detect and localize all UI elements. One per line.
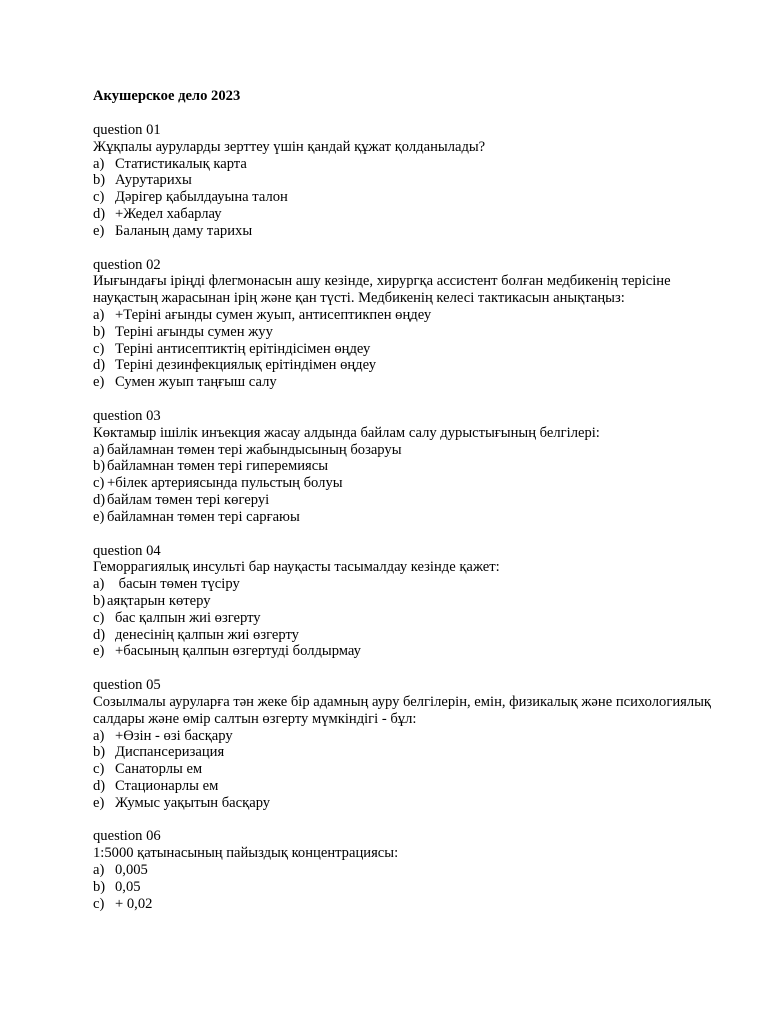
option-letter: a) bbox=[93, 441, 105, 458]
option-item bbox=[93, 156, 713, 173]
option-letter: e) bbox=[93, 643, 105, 660]
option-item bbox=[93, 307, 713, 324]
option-item bbox=[93, 374, 713, 391]
option-item bbox=[93, 795, 713, 812]
option-text: 0,05 bbox=[115, 878, 141, 895]
option-item bbox=[93, 610, 713, 627]
option-text: Теріні ағынды сумен жуу bbox=[115, 323, 273, 340]
question-block-06 bbox=[93, 828, 713, 912]
options-list bbox=[93, 576, 713, 660]
option-text: аяқтарын көтеру bbox=[107, 592, 211, 609]
option-letter: e) bbox=[93, 374, 105, 391]
option-text: Теріні дезинфекциялық ерітіндімен өңдеу bbox=[115, 357, 377, 374]
question-block-05 bbox=[93, 677, 713, 811]
option-text: Статистикалық карта bbox=[115, 155, 247, 172]
option-letter: e) bbox=[93, 222, 105, 239]
option-letter: a) bbox=[93, 306, 105, 323]
option-text: +Теріні ағынды сумен жуып, антисептикпен өңдеу bbox=[115, 306, 432, 323]
option-letter: c) bbox=[93, 761, 105, 778]
option-text: +Өзін - өзі басқару bbox=[115, 727, 233, 744]
option-letter: e) bbox=[93, 794, 105, 811]
option-text: Дәрігер қабылдауына талон bbox=[115, 189, 288, 206]
option-text: Санаторлы ем bbox=[115, 761, 203, 778]
option-letter: c) bbox=[93, 189, 105, 206]
option-letter: d) bbox=[93, 626, 106, 643]
option-text: денесінің қалпын жиі өзгерту bbox=[115, 626, 299, 643]
option-letter: e) bbox=[93, 508, 105, 525]
option-text: байламнан төмен тері жабындысының бозаруы bbox=[107, 441, 402, 458]
option-letter: b) bbox=[93, 323, 106, 340]
question-text: Жұқпалы ауруларды зерттеу үшін қандай құжат қолданылады? bbox=[93, 138, 486, 155]
options-list bbox=[93, 862, 713, 912]
option-letter: a) bbox=[93, 862, 105, 879]
option-text: басын төмен түсіру bbox=[115, 576, 240, 593]
option-text: +басының қалпын өзгертуді болдырмау bbox=[115, 643, 361, 660]
option-text: 0,005 bbox=[115, 862, 148, 879]
question-label: question 06 bbox=[93, 828, 161, 845]
option-letter: c) bbox=[93, 609, 105, 626]
option-item bbox=[93, 862, 713, 879]
option-text: байламнан төмен тері гиперемиясы bbox=[107, 458, 329, 475]
question-block-03 bbox=[93, 408, 713, 526]
option-item bbox=[93, 442, 713, 459]
option-item bbox=[93, 627, 713, 644]
option-item bbox=[93, 728, 713, 745]
option-item bbox=[93, 189, 713, 206]
option-letter: d) bbox=[93, 357, 106, 374]
option-letter: a) bbox=[93, 576, 105, 593]
option-letter: b) bbox=[93, 744, 106, 761]
option-item bbox=[93, 475, 713, 492]
option-text: + 0,02 bbox=[115, 895, 153, 912]
option-text: Аурутарихы bbox=[115, 172, 192, 189]
options-list bbox=[93, 156, 713, 240]
option-item bbox=[93, 761, 713, 778]
option-text: Баланың даму тарихы bbox=[115, 222, 253, 239]
option-item bbox=[93, 879, 713, 896]
option-letter: b) bbox=[93, 458, 106, 475]
option-text: байламнан төмен тері сарғаюы bbox=[107, 508, 300, 525]
option-letter: c) bbox=[93, 475, 105, 492]
option-item bbox=[93, 509, 713, 526]
option-letter: c) bbox=[93, 895, 105, 912]
option-letter: b) bbox=[93, 172, 106, 189]
question-block-01 bbox=[93, 122, 713, 240]
option-letter: b) bbox=[93, 878, 106, 895]
question-text: 1:5000 қатынасының пайыздық концентрациясы: bbox=[93, 845, 399, 862]
option-letter: d) bbox=[93, 777, 106, 794]
option-letter: d) bbox=[93, 205, 106, 222]
question-label: question 05 bbox=[93, 677, 161, 694]
question-block-02 bbox=[93, 257, 713, 391]
question-text: Иығындағы іріңді флегмонасын ашу кезінде, хирургқа ассистент болған медбикенің терісіне науқастың жарасынан ірің және қан түсті. Медбикенің келесі тактикасын анықтаңыз: bbox=[93, 273, 671, 307]
question-text: Геморрагиялық инсульті бар науқасты тасымалдау кезінде қажет: bbox=[93, 559, 500, 576]
question-label: question 04 bbox=[93, 542, 161, 559]
option-text: +білек артериясында пульстың болуы bbox=[107, 475, 343, 492]
option-item bbox=[93, 643, 713, 660]
option-item bbox=[93, 492, 713, 509]
option-text: Диспансеризация bbox=[115, 744, 225, 761]
option-item bbox=[93, 778, 713, 795]
option-item bbox=[93, 341, 713, 358]
option-letter: c) bbox=[93, 340, 105, 357]
question-label: question 02 bbox=[93, 256, 161, 273]
option-letter: a) bbox=[93, 727, 105, 744]
option-letter: a) bbox=[93, 155, 105, 172]
option-item bbox=[93, 593, 713, 610]
option-item bbox=[93, 458, 713, 475]
document-page bbox=[93, 88, 713, 929]
options-list bbox=[93, 442, 713, 526]
option-item bbox=[93, 576, 713, 593]
options-list bbox=[93, 307, 713, 391]
question-text: Көктамыр ішілік инъекция жасау алдында байлам салу дурыстығының белгілері: bbox=[93, 424, 600, 441]
option-item bbox=[93, 206, 713, 223]
option-item bbox=[93, 357, 713, 374]
option-text: Сумен жуып таңғыш салу bbox=[115, 374, 277, 391]
option-text: байлам төмен тері көгеруі bbox=[107, 491, 270, 508]
option-item bbox=[93, 744, 713, 761]
option-letter: b) bbox=[93, 592, 106, 609]
option-text: Стационарлы ем bbox=[115, 777, 219, 794]
option-item bbox=[93, 896, 713, 913]
option-letter: d) bbox=[93, 491, 106, 508]
question-text: Созылмалы ауруларға тән жеке бір адамның ауру белгілерін, емін, физикалық және психологиялық салдары және өмір салтын өзгерту мүмкіндігі - бұл: bbox=[93, 693, 712, 727]
question-label: question 03 bbox=[93, 407, 161, 424]
option-text: Жумыс уақытын басқару bbox=[115, 794, 271, 811]
document-title: Акушерское дело 2023 bbox=[93, 88, 241, 104]
options-list bbox=[93, 728, 713, 812]
option-item bbox=[93, 172, 713, 189]
option-text: бас қалпын жиі өзгерту bbox=[115, 609, 261, 626]
option-text: Теріні антисептиктің ерітіндісімен өңдеу bbox=[115, 340, 371, 357]
question-block-04 bbox=[93, 543, 713, 661]
option-text: +Жедел хабарлау bbox=[115, 205, 222, 222]
option-item bbox=[93, 324, 713, 341]
option-item bbox=[93, 223, 713, 240]
question-label: question 01 bbox=[93, 122, 161, 138]
